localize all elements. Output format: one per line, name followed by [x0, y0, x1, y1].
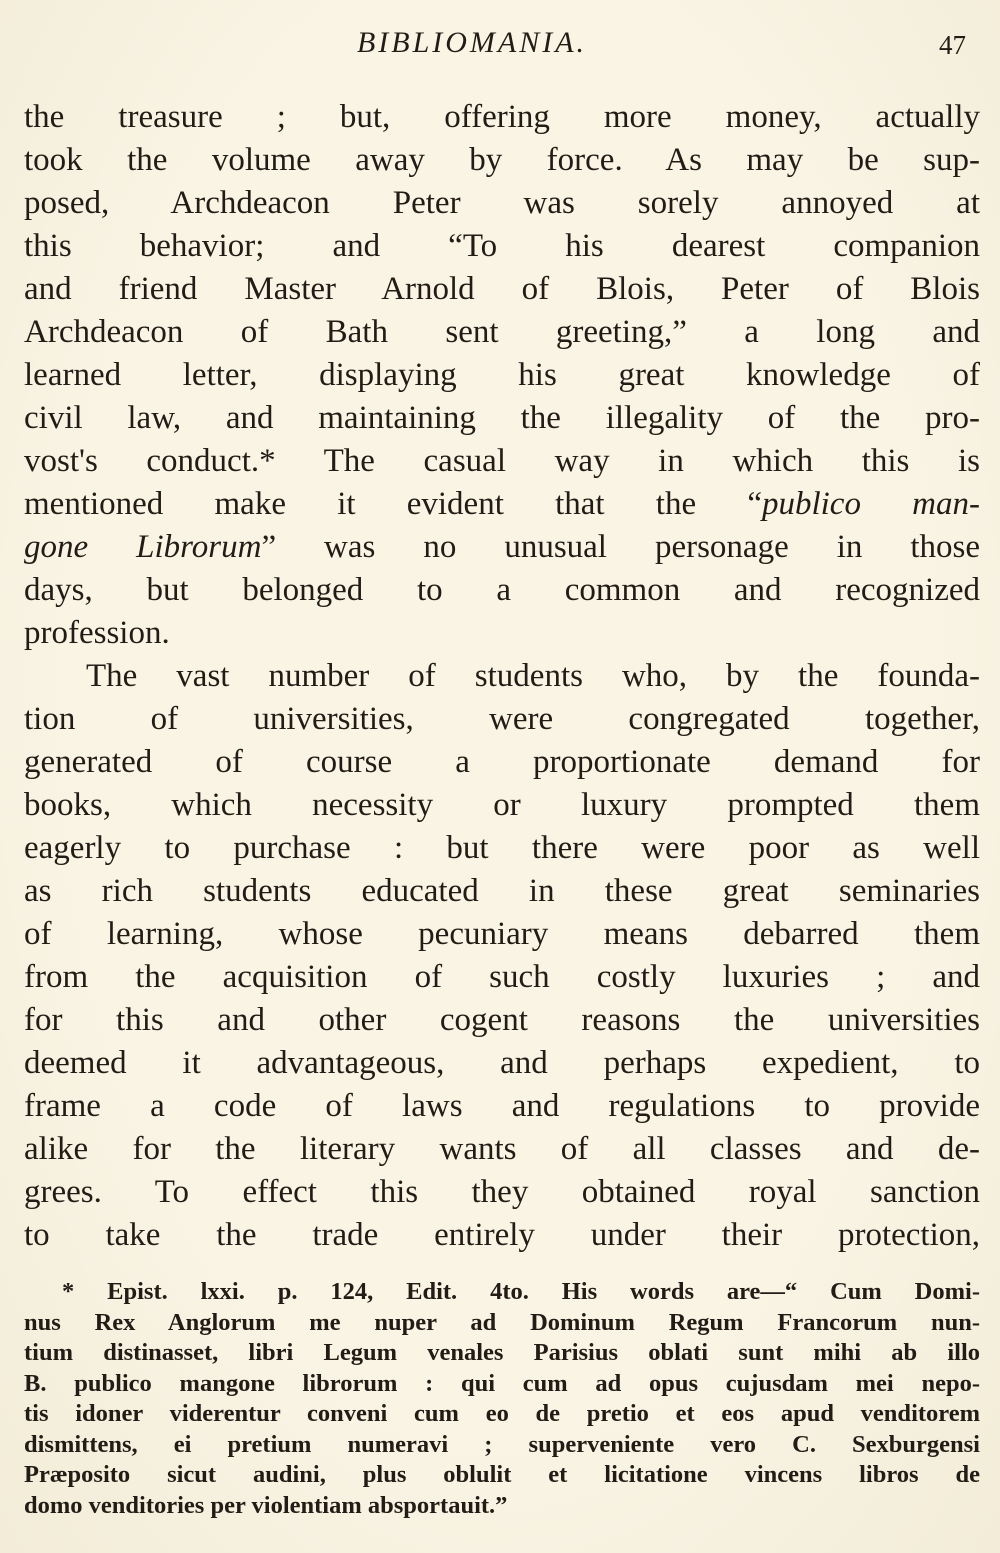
- page-number: 47: [939, 30, 966, 60]
- footnote-line: nus Rex Anglorum me nuper ad Dominum Regum Francorum nun-: [24, 1308, 980, 1336]
- text-segment: ” was no unusual personage in those: [261, 529, 980, 565]
- text-line: [24, 483, 980, 526]
- text-line: as rich students educated in these great seminaries: [24, 873, 980, 909]
- text-line: alike for the literary wants of all classes and de-: [24, 1131, 980, 1167]
- text-line: frame a code of laws and regulations to provide: [24, 1088, 980, 1124]
- text-line: of learning, whose pecuniary means debarred them: [24, 916, 980, 952]
- text-line: profession.: [24, 615, 170, 651]
- italic-phrase: gone Librorum: [24, 529, 262, 565]
- text-line: The vast number of students who, by the founda-: [86, 658, 980, 694]
- text-line: posed, Archdeacon Peter was sorely annoyed at: [24, 185, 980, 221]
- footnote-line: tium distinasset, libri Legum venales Parisius oblati sunt mihi ab illo: [24, 1339, 980, 1366]
- page-header: [24, 26, 980, 70]
- text-line: and friend Master Arnold of Blois, Peter of Blois: [24, 271, 980, 307]
- text-line: took the volume away by force. As may be sup-: [24, 142, 980, 178]
- text-line: from the acquisition of such costly luxuries ; and: [24, 959, 980, 995]
- paragraph: [24, 655, 980, 1257]
- italic-phrase: publico man-: [761, 486, 980, 522]
- text-line: the treasure ; but, offering more money, actually: [24, 99, 980, 135]
- text-line: learned letter, displaying his great knowledge of: [24, 357, 980, 393]
- footnote-line: tis idoner viderentur conveni cum eo de pretio et eos apud venditorem: [24, 1400, 980, 1427]
- footnote-line: dismittens, ei pretium numeravi ; superveniente vero C. Sexburgensi: [24, 1430, 980, 1458]
- footnote-line: Præposito sicut audini, plus oblulit et licitatione vincens libros de: [24, 1461, 980, 1488]
- text-line: to take the trade entirely under their protection,: [24, 1217, 980, 1253]
- text-line: tion of universities, were congregated together,: [24, 701, 980, 737]
- footnote: [24, 1277, 980, 1521]
- text-line: for this and other cogent reasons the universities: [24, 1002, 980, 1038]
- text-line: eagerly to purchase : but there were poor as well: [24, 830, 980, 866]
- text-line: grees. To effect this they obtained royal sanction: [24, 1174, 980, 1210]
- paragraph: [24, 96, 980, 655]
- running-title: BIBLIOMANIA.: [356, 26, 588, 59]
- footnote-line: B. publico mangone librorum : qui cum ad opus cujusdam mei nepo-: [24, 1369, 980, 1397]
- page-body: [24, 96, 980, 1257]
- text-line: books, which necessity or luxury prompted them: [24, 787, 980, 823]
- text-line: deemed it advantageous, and perhaps expedient, to: [24, 1045, 980, 1081]
- text-line: vost's conduct.* The casual way in which this is: [24, 443, 980, 479]
- text-line: Archdeacon of Bath sent greeting,” a long and: [24, 314, 980, 350]
- text-line: civil law, and maintaining the illegality of the pro-: [24, 400, 980, 436]
- footnote-line: domo venditories per violentiam absportauit.”: [24, 1491, 508, 1519]
- text-line: [24, 526, 980, 569]
- footnote-line: * Epist. lxxi. p. 124, Edit. 4to. His words are—“ Cum Domi-: [62, 1278, 980, 1305]
- text-line: this behavior; and “To his dearest companion: [24, 228, 980, 264]
- text-line: generated of course a proportionate demand for: [24, 744, 980, 780]
- text-line: days, but belonged to a common and recognized: [24, 572, 980, 608]
- text-segment: mentioned make it evident that the “: [24, 486, 762, 522]
